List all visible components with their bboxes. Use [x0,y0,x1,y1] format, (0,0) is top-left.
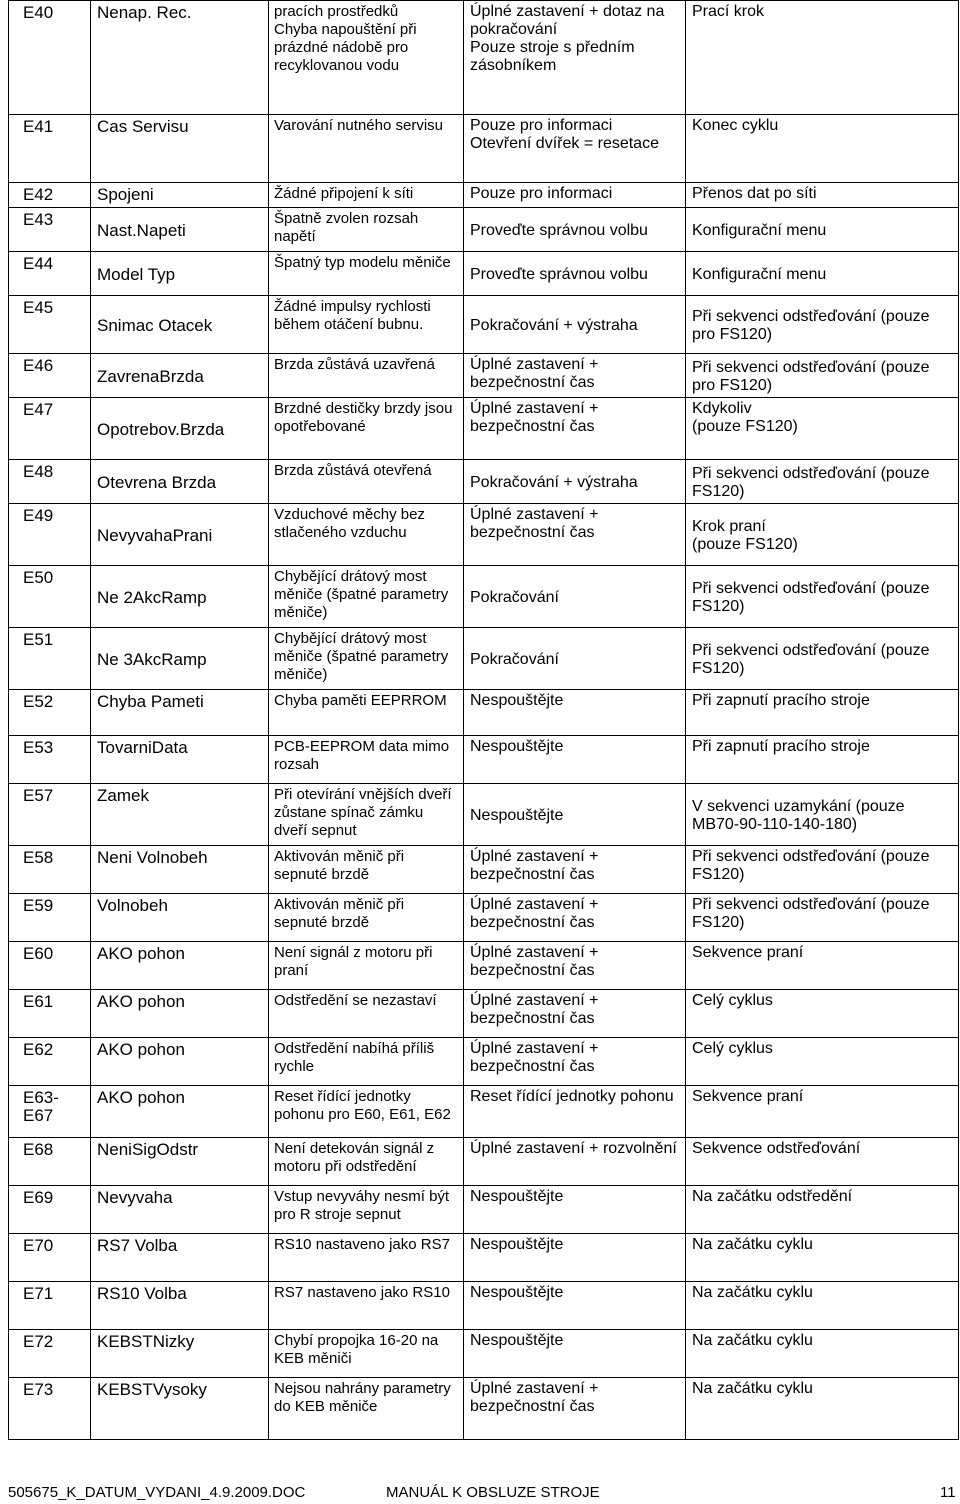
error-name: Nast.Napeti [91,208,269,252]
error-description: Vzduchové měchy bez stlačeného vzduchu [269,504,464,566]
error-description: Brzda zůstává otevřená [269,460,464,504]
error-occurrence: Sekvence praní [686,1086,959,1138]
error-occurrence: Konfigurační menu [686,208,959,252]
error-occurrence: Při sekvenci odstřeďování (pouze pro FS120) [686,296,959,354]
error-description: Nejsou nahrány parametry do KEB měniče [269,1378,464,1440]
error-action: Úplné zastavení + dotaz na pokračování Pouze stroje s předním zásobníkem [464,1,686,115]
error-description: Špatně zvolen rozsah napětí [269,208,464,252]
error-code: E69 [9,1186,91,1234]
error-occurrence: Prací krok [686,1,959,115]
error-code: E61 [9,990,91,1038]
error-description: Reset řídící jednotky pohonu pro E60, E61, E62 [269,1086,464,1138]
error-action: Pokračování + výstraha [464,296,686,354]
error-description: Varování nutného servisu [269,115,464,183]
error-occurrence: Celý cyklus [686,990,959,1038]
table-row [9,1378,959,1440]
error-action: Nespouštějte [464,736,686,784]
error-description: Vstup nevyváhy nesmí být pro R stroje sepnut [269,1186,464,1234]
error-code: E58 [9,846,91,894]
error-occurrence: Při sekvenci odstřeďování (pouze pro FS120) [686,354,959,398]
table-row [9,990,959,1038]
error-description: RS10 nastaveno jako RS7 [269,1234,464,1282]
error-action: Úplné zastavení + bezpečnostní čas [464,354,686,398]
table-row [9,1138,959,1186]
error-code: E60 [9,942,91,990]
error-code: E68 [9,1138,91,1186]
table-row [9,846,959,894]
error-name: RS7 Volba [91,1234,269,1282]
error-name: Snimac Otacek [91,296,269,354]
table-row [9,1330,959,1378]
error-action: Pouze pro informaci Otevření dvířek = resetace [464,115,686,183]
table-row [9,736,959,784]
error-code: E72 [9,1330,91,1378]
error-description: Aktivován měnič při sepnuté brzdě [269,894,464,942]
error-occurrence: Krok praní (pouze FS120) [686,504,959,566]
error-occurrence: Sekvence odstřeďování [686,1138,959,1186]
error-name: Model Typ [91,252,269,296]
error-code: E47 [9,398,91,460]
error-code: E71 [9,1282,91,1330]
error-name: Nevyvaha [91,1186,269,1234]
error-occurrence: Na začátku cyklu [686,1234,959,1282]
error-action: Úplné zastavení + bezpečnostní čas [464,504,686,566]
error-action: Úplné zastavení + bezpečnostní čas [464,846,686,894]
error-occurrence: V sekvenci uzamykání (pouze MB70-90-110-140-180) [686,784,959,846]
error-action: Nespouštějte [464,1186,686,1234]
table-row [9,208,959,252]
error-description: RS7 nastaveno jako RS10 [269,1282,464,1330]
error-description: Brzdné destičky brzdy jsou opotřebované [269,398,464,460]
error-action: Proveďte správnou volbu [464,208,686,252]
error-action: Proveďte správnou volbu [464,252,686,296]
table-row [9,354,959,398]
error-code: E45 [9,296,91,354]
error-code-table [8,0,959,1440]
error-occurrence: Konec cyklu [686,115,959,183]
error-description: Chybí propojka 16-20 na KEB měniči [269,1330,464,1378]
table-row [9,1038,959,1086]
error-action: Nespouštějte [464,784,686,846]
error-name: Chyba Pameti [91,690,269,736]
error-name: Ne 3AkcRamp [91,628,269,690]
error-action: Pokračování [464,566,686,628]
error-name: KEBSTNizky [91,1330,269,1378]
error-code: E40 [9,1,91,115]
error-code: E63- E67 [9,1086,91,1138]
error-action: Reset řídící jednotky pohonu [464,1086,686,1138]
page-footer [0,1478,960,1502]
error-code: E52 [9,690,91,736]
table-row [9,942,959,990]
error-name: Neni Volnobeh [91,846,269,894]
error-code: E57 [9,784,91,846]
error-code: E53 [9,736,91,784]
error-occurrence: Na začátku cyklu [686,1282,959,1330]
error-occurrence: Přenos dat po síti [686,183,959,208]
error-name: Otevrena Brzda [91,460,269,504]
table-row [9,1,959,115]
error-description: Odstředění se nezastaví [269,990,464,1038]
error-code-sheet [8,0,958,1446]
error-description: Žádné připojení k síti [269,183,464,208]
error-action: Pokračování [464,628,686,690]
error-action: Nespouštějte [464,1234,686,1282]
error-action: Úplné zastavení + rozvolnění [464,1138,686,1186]
table-row [9,566,959,628]
error-action: Nespouštějte [464,690,686,736]
error-name: KEBSTVysoky [91,1378,269,1440]
error-name: NeniSigOdstr [91,1138,269,1186]
error-name: Spojeni [91,183,269,208]
footer-manual-title: MANUÁL K OBSLUZE STROJE [386,1484,600,1501]
error-name: Opotrebov.Brzda [91,398,269,460]
error-name: AKO pohon [91,1038,269,1086]
footer-page-number: 11 [940,1484,956,1501]
error-description: pracích prostředků Chyba napouštění při prázdné nádobě pro recyklovanou vodu [269,1,464,115]
error-code: E50 [9,566,91,628]
error-code: E49 [9,504,91,566]
error-occurrence: Na začátku cyklu [686,1378,959,1440]
error-name: ZavrenaBrzda [91,354,269,398]
error-name: RS10 Volba [91,1282,269,1330]
error-code: E44 [9,252,91,296]
error-code: E46 [9,354,91,398]
error-occurrence: Sekvence praní [686,942,959,990]
error-description: Není detekován signál z motoru při odstředění [269,1138,464,1186]
error-occurrence: Na začátku odstředění [686,1186,959,1234]
error-name: Volnobeh [91,894,269,942]
error-action: Úplné zastavení + bezpečnostní čas [464,894,686,942]
error-name: Nenap. Rec. [91,1,269,115]
error-name: Zamek [91,784,269,846]
table-row [9,504,959,566]
error-code: E43 [9,208,91,252]
error-description: Chybějící drátový most měniče (špatné parametry měniče) [269,628,464,690]
table-row [9,460,959,504]
error-action: Pokračování + výstraha [464,460,686,504]
table-row [9,1086,959,1138]
error-occurrence: Kdykoliv (pouze FS120) [686,398,959,460]
error-description: Není signál z motoru při praní [269,942,464,990]
error-code: E48 [9,460,91,504]
error-description: Při otevírání vnějších dveří zůstane spínač zámku dveří sepnut [269,784,464,846]
error-action: Úplné zastavení + bezpečnostní čas [464,990,686,1038]
error-name: NevyvahaPrani [91,504,269,566]
error-occurrence: Konfigurační menu [686,252,959,296]
table-row [9,398,959,460]
error-occurrence: Při zapnutí pracího stroje [686,690,959,736]
error-code: E70 [9,1234,91,1282]
error-name: Cas Servisu [91,115,269,183]
error-code: E59 [9,894,91,942]
error-description: Odstředění nabíhá příliš rychle [269,1038,464,1086]
table-row [9,252,959,296]
error-description: Žádné impulsy rychlosti během otáčení bubnu. [269,296,464,354]
error-description: PCB-EEPROM data mimo rozsah [269,736,464,784]
error-action: Úplné zastavení + bezpečnostní čas [464,1378,686,1440]
error-code: E41 [9,115,91,183]
error-occurrence: Při sekvenci odstřeďování (pouze FS120) [686,846,959,894]
table-row [9,690,959,736]
error-occurrence: Při sekvenci odstřeďování (pouze FS120) [686,460,959,504]
error-code: E42 [9,183,91,208]
error-description: Chyba paměti EEPRROM [269,690,464,736]
error-action: Úplné zastavení + bezpečnostní čas [464,1038,686,1086]
error-description: Aktivován měnič při sepnuté brzdě [269,846,464,894]
error-code-table-body [9,1,959,1440]
error-occurrence: Na začátku cyklu [686,1330,959,1378]
error-occurrence: Při sekvenci odstřeďování (pouze FS120) [686,894,959,942]
error-occurrence: Při zapnutí pracího stroje [686,736,959,784]
error-occurrence: Při sekvenci odstřeďování (pouze FS120) [686,628,959,690]
error-action: Pouze pro informaci [464,183,686,208]
error-name: Ne 2AkcRamp [91,566,269,628]
table-row [9,1234,959,1282]
error-action: Nespouštějte [464,1282,686,1330]
error-name: AKO pohon [91,990,269,1038]
error-description: Brzda zůstává uzavřená [269,354,464,398]
table-row [9,1186,959,1234]
table-row [9,115,959,183]
error-occurrence: Při sekvenci odstřeďování (pouze FS120) [686,566,959,628]
error-action: Úplné zastavení + bezpečnostní čas [464,942,686,990]
error-action: Nespouštějte [464,1330,686,1378]
error-name: AKO pohon [91,942,269,990]
error-action: Úplné zastavení + bezpečnostní čas [464,398,686,460]
table-row [9,183,959,208]
table-row [9,296,959,354]
error-description: Špatný typ modelu měniče [269,252,464,296]
error-occurrence: Celý cyklus [686,1038,959,1086]
error-description: Chybějící drátový most měniče (špatné parametry měniče) [269,566,464,628]
footer-document-name: 505675_K_DATUM_VYDANI_4.9.2009.DOC [8,1484,306,1501]
table-row [9,1282,959,1330]
error-name: TovarniData [91,736,269,784]
table-row [9,894,959,942]
error-code: E62 [9,1038,91,1086]
error-code: E73 [9,1378,91,1440]
table-row [9,784,959,846]
table-row [9,628,959,690]
error-name: AKO pohon [91,1086,269,1138]
error-code: E51 [9,628,91,690]
